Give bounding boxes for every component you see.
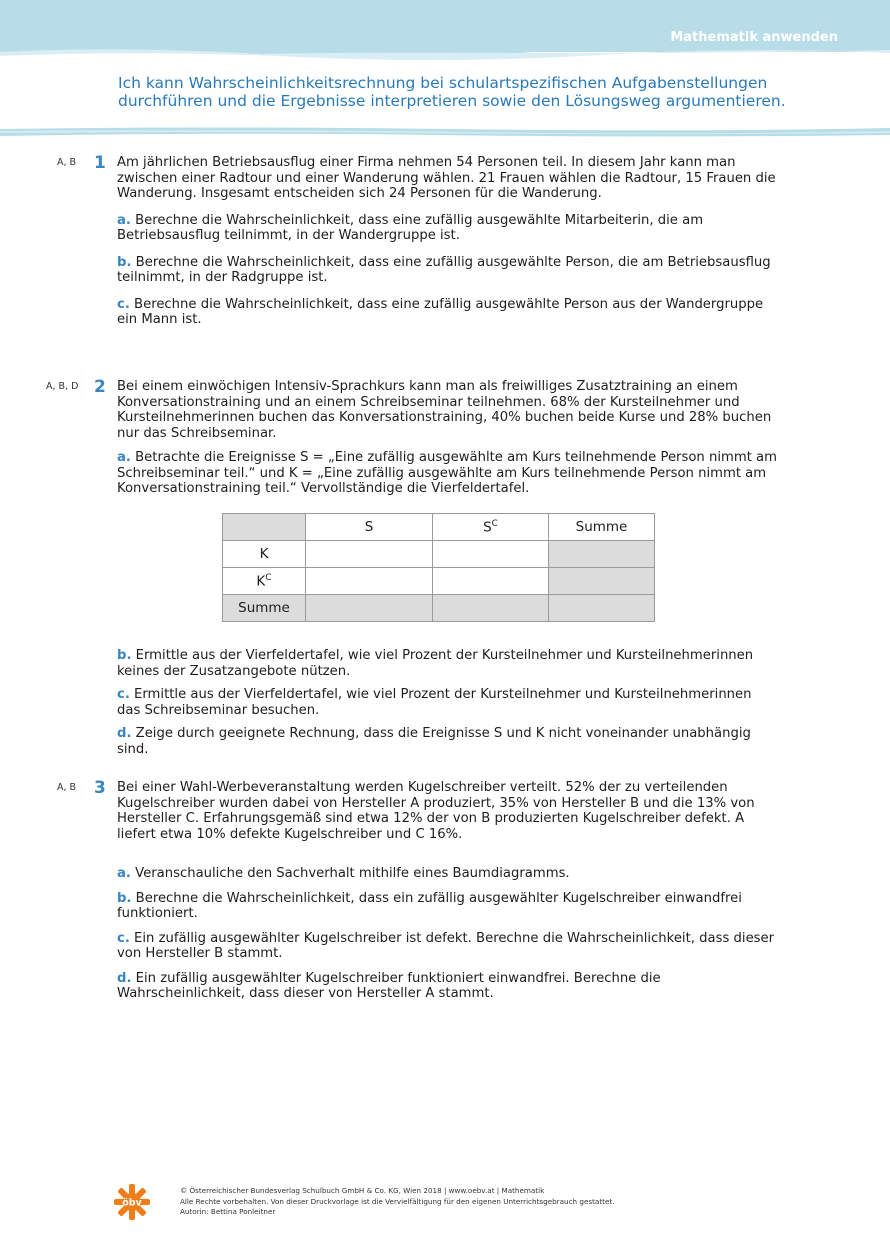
col-header-sum: Summe <box>549 514 655 541</box>
task-categories: A, B <box>57 157 77 168</box>
task-number: 1 <box>94 153 106 173</box>
header-wave-decoration <box>0 44 890 74</box>
table-cell-input[interactable] <box>549 568 655 595</box>
task-intro: Bei einem einwöchigen Intensiv-Sprachkurs kann man als freiwilliges Zusatztraining an einem Konversationstraining und an einem Schreibseminar teilnehmen. 68% der Kursteilnehmer und Kursteilnehmerinnen buchen das Konversationstraining, 40% buchen beide Kurse und 28% buchen nur das Schreibseminar. <box>117 379 772 441</box>
col-header-s-complement: $S^C$ <box>433 514 549 541</box>
subtask-a: a. Betrachte die Ereignisse S = „Eine zufällig ausgewählte am Kurs teilnehmende Person nimmt am Schreibseminar teil.“ und K = „Eine zufällig ausgewählte am Kurs teilnehmende Person nimmt am Konversationstraining teil.“ Vervollständige die Vierfeldertafel. <box>117 450 777 496</box>
four-field-table <box>222 513 655 622</box>
subtask-c: c. Ein zufällig ausgewählter Kugelschreiber ist defekt. Berechne die Wahrscheinlichkeit, dass dieser von Hersteller B stammt. <box>117 930 775 961</box>
table-cell-input[interactable] <box>306 541 433 568</box>
subtask-c: c. Ermittle aus der Vierfeldertafel, wie viel Prozent der Kursteilnehmer und Kursteilnehmerinnen das Schreibseminar besuchen. <box>117 687 752 718</box>
table-corner-cell <box>223 514 306 541</box>
table-cell-input[interactable] <box>549 541 655 568</box>
task-body <box>117 780 777 1002</box>
task-body <box>117 648 777 757</box>
task-categories: A, B, D <box>46 381 79 392</box>
subtask-b: b. Ermittle aus der Vierfeldertafel, wie viel Prozent der Kursteilnehmer und Kursteilnehmerinnen keines der Zusatzangebote nützen. <box>117 648 754 679</box>
footer-copyright <box>180 1186 615 1218</box>
subtask-b: b. Berechne die Wahrscheinlichkeit, dass ein zufällig ausgewählter Kugelschreiber einwandfrei funktioniert. <box>117 890 742 921</box>
col-header-s: S <box>306 514 433 541</box>
table-cell-input[interactable] <box>433 568 549 595</box>
task-categories: A, B <box>57 782 77 793</box>
table-cell-input[interactable] <box>306 595 433 622</box>
footer-line-1: © Österreichischer Bundesverlag Schulbuch GmbH & Co. KG, Wien 2018 | www.oebv.at | Mathematik <box>180 1186 545 1195</box>
footer-line-2: Alle Rechte vorbehalten. Von dieser Druckvorlage ist die Vervielfältigung für den eigenen Unterrichtsgebrauch gestattet. <box>180 1196 615 1206</box>
subtask-a: a. Berechne die Wahrscheinlichkeit, dass eine zufällig ausgewählte Mitarbeiterin, die am Betriebsausflug teilnimmt, in der Wandergruppe ist. <box>117 212 704 243</box>
divider-band <box>0 126 890 138</box>
footer-line-3: Autorin: Bettina Ponleitner <box>180 1207 276 1216</box>
table-cell-input[interactable] <box>306 568 433 595</box>
task-number: 2 <box>94 377 106 397</box>
subtask-b: b. Berechne die Wahrscheinlichkeit, dass eine zufällig ausgewählte Person, die am Betriebsausflug teilnimmt, in der Radgruppe ist. <box>117 254 771 285</box>
subtask-c: c. Berechne die Wahrscheinlichkeit, dass eine zufällig ausgewählte Person aus der Wandergruppe ein Mann ist. <box>117 296 764 327</box>
task-intro: Bei einer Wahl-Werbeveranstaltung werden Kugelschreiber verteilt. 52% der zu verteilenden Kugelschreiber wurden dabei von Hersteller A produziert, 35% von Hersteller B und die 13% von Hersteller C. Erfahrungsgemäß sind etwa 12% der von B produzierten Kugelschreiber defekt. A liefert etwa 10% defekte Kugelschreiber und C 16%. <box>117 780 755 842</box>
table-cell-input[interactable] <box>433 595 549 622</box>
row-header-sum: Summe <box>223 595 306 622</box>
row-header-k: K <box>223 541 306 568</box>
task-body <box>117 155 777 328</box>
oebv-logo-icon <box>112 1182 152 1222</box>
table-cell-input[interactable] <box>549 595 655 622</box>
task-body <box>117 379 777 497</box>
learning-objective: Ich kann Wahrscheinlichkeitsrechnung bei schulartspezifischen Aufgabenstellungen durchführen und die Ergebnisse interpretieren sowie den Lösungsweg argumentieren. <box>118 74 786 110</box>
subtask-a: a. Veranschauliche den Sachverhalt mithilfe eines Baumdiagramms. <box>117 866 570 881</box>
subtask-d: d. Ein zufällig ausgewählter Kugelschreiber funktioniert einwandfrei. Berechne die Wahrscheinlichkeit, dass dieser von Hersteller A stammt. <box>117 970 661 1001</box>
header-title: Mathematik anwenden <box>670 30 838 45</box>
svg-text:öbv: öbv <box>122 1197 142 1209</box>
subtask-d: d. Zeige durch geeignete Rechnung, dass die Ereignisse S und K nicht voneinander unabhängig sind. <box>117 726 751 757</box>
row-header-k-complement: $K^C$ <box>223 568 306 595</box>
task-number: 3 <box>94 778 106 798</box>
task-intro: Am jährlichen Betriebsausflug einer Firma nehmen 54 Personen teil. In diesem Jahr kann man zwischen einer Radtour und einer Wanderung wählen. 21 Frauen wählen die Radtour, 15 Frauen die Wanderung. Insgesamt entscheiden sich 24 Personen für die Wanderung. <box>117 155 776 201</box>
table-cell-input[interactable] <box>433 541 549 568</box>
